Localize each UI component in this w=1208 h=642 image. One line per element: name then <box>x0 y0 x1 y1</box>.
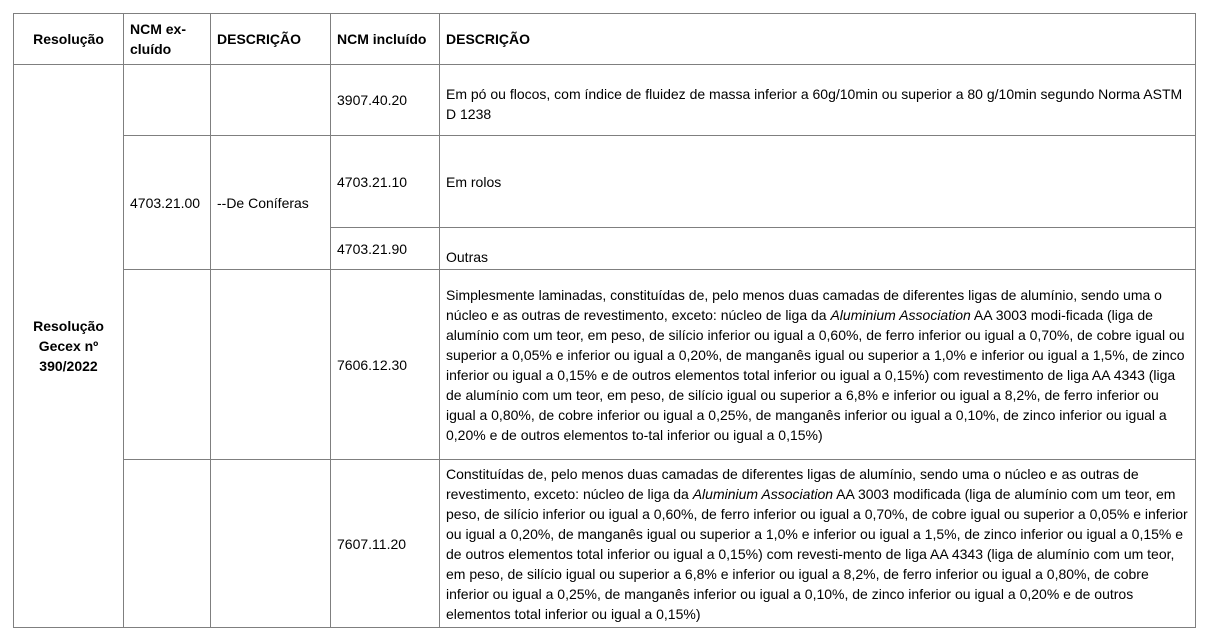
ncm-incluido-cell: 7606.12.30 <box>331 270 440 460</box>
descricao-text: AA 3003 modificada (liga de alumínio com um teor, em peso, de silício inferior ou igual a 0,60%, de ferro inferior ou igual a 0,70%, de cobre igual ou superior a 0,05% e inferior ou igual a 0,20%, de manganês igual ou superior a 1,0% e inferior ou igual a 1,5%, de zinco inferior ou igual a 0,15% e de outros elementos total inferior ou igual a 0,15%) com revesti-mento de liga AA 4343 (liga de alumínio com um teor, em peso, de silício igual ou superior a 6,8% e inferior ou igual a 8,2%, de ferro inferior ou igual a 0,80%, de cobre inferior ou igual a 0,25%, de manganês inferior ou igual a 0,10%, de zinco inferior ou igual a 0,20% e de outros elementos total inferior ou igual a 0,15%) <box>446 485 1188 622</box>
descricao-italic: Aluminium Association <box>692 485 834 502</box>
ncm-incluido-cell: 4703.21.10 <box>331 136 440 228</box>
table-row <box>14 136 1196 228</box>
resolucao-cell: Resolução Gecex nº 390/2022 <box>14 65 124 628</box>
descricao-italic: Aluminium Association <box>830 306 971 323</box>
descricao-incluido-cell: Outras <box>440 228 1196 270</box>
ncm-incluido-cell: 7607.11.20 <box>331 460 440 628</box>
descricao-incluido-cell <box>440 460 1196 628</box>
ncm-excluido-cell <box>124 460 211 628</box>
header-row <box>14 14 1196 65</box>
ncm-excluido-cell <box>124 270 211 460</box>
descricao-excluido-cell <box>211 65 331 136</box>
header-ncm-excluido: NCM ex- cluído <box>124 14 211 65</box>
ncm-incluido-cell: 4703.21.90 <box>331 228 440 270</box>
table-row <box>14 65 1196 136</box>
ncm-excluido-cell: 4703.21.00 <box>124 136 211 270</box>
ncm-table <box>13 13 1196 628</box>
header-resolucao: Resolução <box>14 14 124 65</box>
table-row <box>14 460 1196 628</box>
descricao-excluido-cell: --De Coníferas <box>211 136 331 270</box>
header-descricao-excluido: DESCRIÇÃO <box>211 14 331 65</box>
descricao-incluido-cell <box>440 270 1196 460</box>
ncm-incluido-cell: 3907.40.20 <box>331 65 440 136</box>
ncm-excluido-cell <box>124 65 211 136</box>
header-descricao-incluido: DESCRIÇÃO <box>440 14 1196 65</box>
descricao-excluido-cell <box>211 270 331 460</box>
descricao-text: Constituídas de, pelo menos duas camadas de diferentes ligas de alumínio, sendo uma o núcleo e as outras de revestimento, exceto: núcleo de liga da <box>446 465 1139 502</box>
descricao-incluido-cell: Em rolos <box>440 136 1196 228</box>
descricao-text: AA 3003 modi-ficada (liga de alumínio com um teor, em peso, de silício inferior ou igual a 0,60%, de ferro inferior ou igual a 0,70%, de cobre igual ou superior a 0,05% e inferior ou igual a 0,20%, de manganês igual ou superior a 1,0% e inferior ou igual a 1,5%, de zinco inferior ou igual a 0,15% e de outros elementos total inferior ou igual a 0,15%) com revestimento de liga AA 4343 (liga de alumínio com um teor, em peso, de silício igual ou superior a 6,8% e inferior ou igual a 8,2%, de ferro inferior ou igual a 0,80%, de cobre inferior ou igual a 0,25%, de manganês inferior ou igual a 0,10%, de zinco inferior ou igual a 0,20% e de outros elementos to-tal inferior ou igual a 0,15%) <box>446 306 1185 443</box>
descricao-incluido-cell: Em pó ou flocos, com índice de fluidez de massa inferior a 60g/10min ou superior a 80 g/10min segundo Norma ASTM D 1238 <box>440 65 1196 136</box>
header-ncm-incluido: NCM incluído <box>331 14 440 65</box>
table-row <box>14 270 1196 460</box>
descricao-excluido-cell <box>211 460 331 628</box>
descricao-text: Simplesmente laminadas, constituídas de, pelo menos duas camadas de diferentes ligas de alumínio, sendo uma o núcleo e as outras de revestimento, exceto: núcleo de liga da <box>446 286 1162 323</box>
